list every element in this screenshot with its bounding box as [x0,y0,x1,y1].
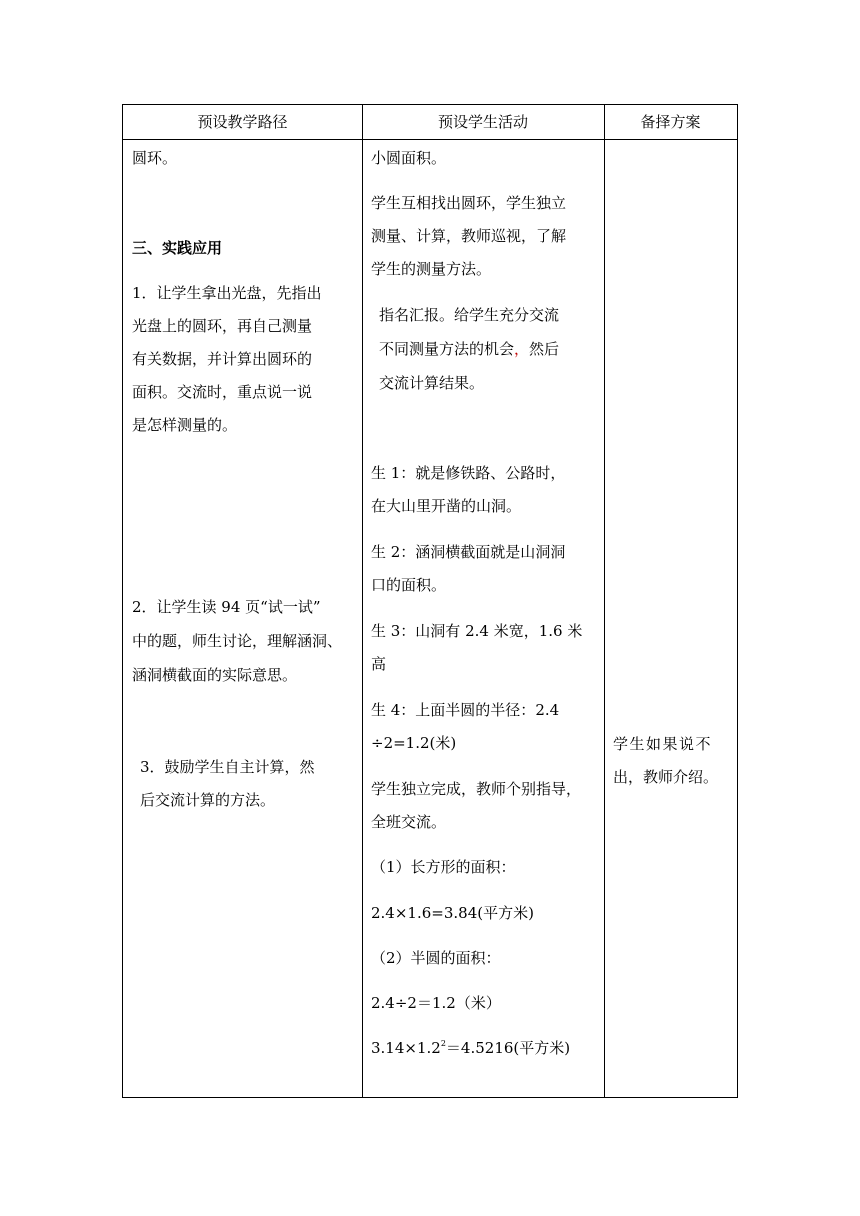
header-student-activity: 预设学生活动 [437,113,528,131]
section-title: 三、实践应用 [132,239,223,257]
student-1-line: 生 1：就是修铁路、公路时， [371,464,566,482]
rect-area-label: （1）长方形的面积： [371,858,516,876]
calc-text: ＝4.5216(平方米) [445,1039,571,1057]
independent-line: 学生独立完成，教师个别指导， [371,780,582,798]
semicircle-area-calc [371,1038,570,1058]
report-text: 然后 [529,340,560,358]
alternative-line: 学生如果说不 [613,735,713,753]
report-line: 交流计算结果。 [379,374,485,392]
radius-calc: 2.4÷2＝1.2（米） [371,994,501,1012]
item-1-line: 1．让学生拿出光盘，先指出 [132,284,322,302]
report-comma: ， [514,340,530,358]
ring-text: 圆环。 [132,149,178,167]
report-text: 不同测量方法的机会 [379,340,515,358]
item-1-line: 是怎样测量的。 [132,416,238,434]
square-exponent: 2 [440,1039,446,1048]
small-circle-text: 小圆面积。 [371,149,447,167]
lesson-plan-table [122,104,738,1098]
student-2-line: 生 2：涵洞横截面就是山洞洞 [371,543,566,561]
find-ring-line: 学生的测量方法。 [371,260,492,278]
find-ring-line: 测量、计算，教师巡视，了解 [371,227,567,245]
item-3-line: 3．鼓励学生自主计算，然 [140,758,315,776]
student-2-line: 口的面积。 [371,576,447,594]
report-line [379,339,559,359]
item-2-line: 2．让学生读 94 页“试一试” [132,598,321,616]
find-ring-line: 学生互相找出圆环，学生独立 [371,194,567,212]
item-2-line: 涵洞横截面的实际意思。 [132,666,298,684]
item-2-line: 中的题，师生讨论，理解涵洞、 [132,632,343,650]
alternative-line: 出，教师介绍。 [613,768,719,786]
item-1-line: 光盘上的圆环，再自己测量 [132,317,313,335]
column-divider [362,105,363,1097]
calc-text: 3.14×1.2 [371,1039,441,1057]
independent-line: 全班交流。 [371,813,447,831]
header-alternative-plan: 备择方案 [640,113,701,131]
student-4-line: ÷2=1.2(米) [371,734,457,752]
report-line: 指名汇报。给学生充分交流 [379,306,560,324]
item-3-line: 后交流计算的方法。 [140,791,276,809]
header-teaching-path: 预设教学路径 [197,113,288,131]
rect-area-calc: 2.4×1.6=3.84(平方米) [371,904,534,922]
student-1-line: 在大山里开凿的山洞。 [371,497,522,515]
item-1-line: 有关数据，并计算出圆环的 [132,350,313,368]
header-divider [123,139,737,140]
student-4-line: 生 4：上面半圆的半径：2.4 [371,701,560,719]
item-1-line: 面积。交流时，重点说一说 [132,383,313,401]
semicircle-area-label: （2）半圆的面积： [371,949,501,967]
column-divider [604,105,605,1097]
student-3-line: 高 [371,655,387,673]
student-3-line: 生 3：山洞有 2.4 米宽，1.6 米 [371,622,583,640]
